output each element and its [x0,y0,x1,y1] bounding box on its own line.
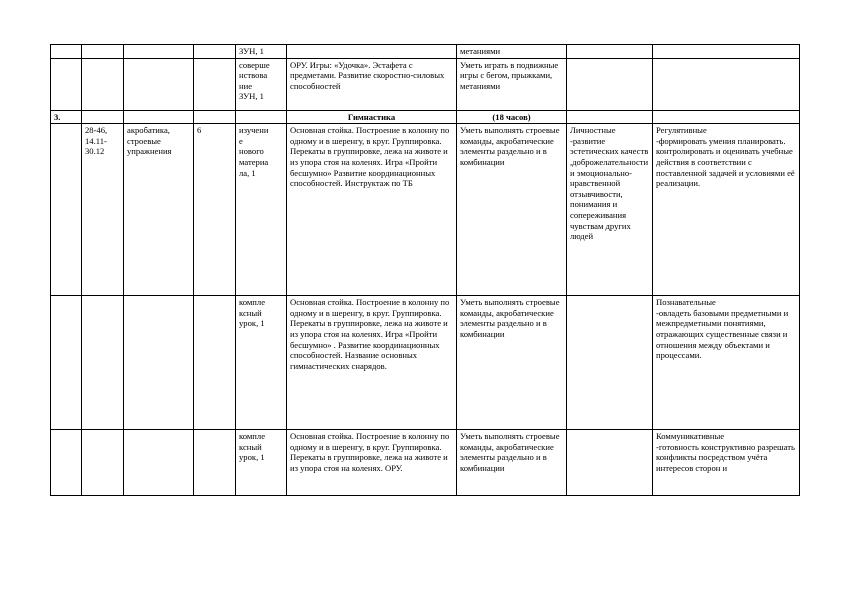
content-cell [287,45,457,59]
table-row [51,124,800,296]
subject-results-cell: метаниями [457,45,567,59]
topic-cell [124,110,194,124]
topic-cell [124,58,194,110]
num-cell [51,124,82,296]
personal-results-cell [567,430,653,496]
date-cell [82,430,124,496]
topic-cell [124,430,194,496]
hours-cell [194,430,236,496]
subject-results-cell: Уметь выполнять строевые команды, акробатические элементы раздельно и в комбинации [457,296,567,430]
date-cell [82,110,124,124]
subject-results-cell: Уметь выполнять строевые команды, акробатические элементы раздельно и в комбинации [457,430,567,496]
date-cell [82,296,124,430]
personal-results-cell: Личностные -развитие эстетических качеств ,доброжелательности и эмоционально-нравственной отзывчивости, понимания и сопереживания чувствам других людей [567,124,653,296]
metasubject-results-cell: Коммуникативные -готовность конструктивно разрешать конфликты посредством учёта интересов сторон и [653,430,800,496]
hours-cell [194,58,236,110]
lesson-type-cell: изучени е нового материа ла, 1 [236,124,287,296]
section-row [51,110,800,124]
table-row [51,45,800,59]
metasubject-results-cell [653,45,800,59]
content-cell: Основная стойка. Построение в колонну по одному и в шеренгу, в круг. Группировка. Перекаты в группировке, лежа на животе и из упора стоя на коленях. Игра «Пройти бесшумно» . Развитие координационных способностей. Название основных гимнастических снарядов. [287,296,457,430]
topic-cell: акробатика, строевые упражнения [124,124,194,296]
lesson-type-cell [236,110,287,124]
topic-cell [124,45,194,59]
metasubject-results-cell [653,58,800,110]
lesson-type-cell: компле ксный урок, 1 [236,430,287,496]
num-cell [51,58,82,110]
metasubject-results-cell: Регулятивные -формировать умения планировать. контролировать и оценивать учебные действия в соответствии с поставленной задачей и условиями её реализации. [653,124,800,296]
lesson-type-cell: соверше нствова ние ЗУН, 1 [236,58,287,110]
date-cell [82,58,124,110]
section-title: Гимнастика [287,110,457,124]
section-hours: (18 часов) [457,110,567,124]
num-cell [51,430,82,496]
num-cell [51,45,82,59]
personal-results-cell [567,58,653,110]
table-row [51,430,800,496]
subject-results-cell: Уметь играть в подвижные игры с бегом, прыжками, метаниями [457,58,567,110]
personal-results-cell [567,110,653,124]
table-row [51,296,800,430]
lesson-plan-table [50,44,800,496]
hours-cell: 6 [194,124,236,296]
hours-cell [194,296,236,430]
personal-results-cell [567,296,653,430]
date-cell [82,45,124,59]
hours-cell [194,45,236,59]
section-number: 3. [51,110,82,124]
num-cell [51,296,82,430]
date-cell: 28-46, 14.11- 30.12 [82,124,124,296]
metasubject-results-cell: Познавательные -овладеть базовыми предметными и межпредметными понятиями, отражающих существенные связи и отношения между объектами и процессами. [653,296,800,430]
content-cell: Основная стойка. Построение в колонну по одному и в шеренгу, в круг. Группировка. Перекаты в группировке, лежа на животе и из упора стоя на коленях. ОРУ. [287,430,457,496]
lesson-type-cell: ЗУН, 1 [236,45,287,59]
subject-results-cell: Уметь выполнять строевые команды, акробатические элементы раздельно и в комбинации [457,124,567,296]
content-cell: ОРУ. Игры: «Удочка». Эстафета с предметами. Развитие скоростно-силовых способностей [287,58,457,110]
content-cell: Основная стойка. Построение в колонну по одному и в шеренгу, в круг. Группировка. Перекаты в группировке, лежа на животе и из упора стоя на коленях. Игра «Пройти бесшумно» Развитие координационных способностей. Инструктаж по ТБ [287,124,457,296]
hours-cell [194,110,236,124]
lesson-type-cell: компле ксный урок, 1 [236,296,287,430]
personal-results-cell [567,45,653,59]
table-row [51,58,800,110]
topic-cell [124,296,194,430]
metasubject-results-cell [653,110,800,124]
